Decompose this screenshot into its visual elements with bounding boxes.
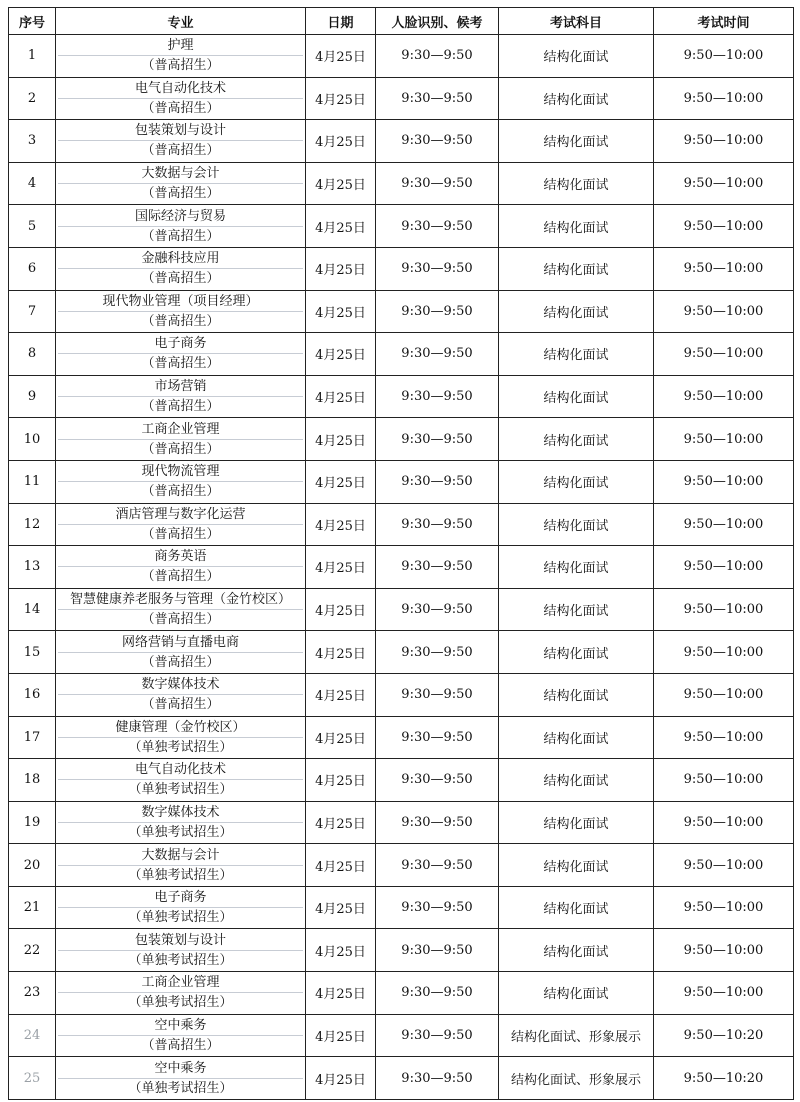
table-row xyxy=(9,972,794,1015)
major-cell xyxy=(56,333,306,376)
major-cell xyxy=(56,1057,306,1100)
date-cell: 4月25日 xyxy=(306,333,376,376)
checkin-time-cell: 9:30—9:50 xyxy=(376,886,499,929)
exam-time-cell: 9:50—10:00 xyxy=(654,929,794,972)
enrollment-track: （普高招生） xyxy=(141,1037,220,1053)
table-row xyxy=(9,801,794,844)
exam-time-cell: 9:50—10:00 xyxy=(654,247,794,290)
table-row xyxy=(9,418,794,461)
schedule-container xyxy=(8,7,793,1100)
row-number: 25 xyxy=(9,1057,56,1100)
subject-cell: 结构化面试 xyxy=(499,546,654,589)
exam-time-cell: 9:50—10:00 xyxy=(654,77,794,120)
subject-cell: 结构化面试 xyxy=(499,418,654,461)
major-name: 市场营销 xyxy=(58,376,303,397)
date-cell: 4月25日 xyxy=(306,1057,376,1100)
subject-cell: 结构化面试 xyxy=(499,120,654,163)
enrollment-track: （普高招生） xyxy=(141,271,220,287)
date-cell: 4月25日 xyxy=(306,418,376,461)
exam-time-cell: 9:50—10:00 xyxy=(654,886,794,929)
table-row xyxy=(9,460,794,503)
major-name: 电子商务 xyxy=(58,333,303,354)
header-date: 日期 xyxy=(306,8,376,35)
subject-cell: 结构化面试 xyxy=(499,460,654,503)
table-row xyxy=(9,588,794,631)
checkin-time-cell: 9:30—9:50 xyxy=(376,418,499,461)
row-number: 11 xyxy=(9,460,56,503)
major-cell xyxy=(56,205,306,248)
enrollment-track: （单独考试招生） xyxy=(128,910,233,926)
row-number: 24 xyxy=(9,1014,56,1057)
row-number: 9 xyxy=(9,375,56,418)
major-cell xyxy=(56,35,306,78)
major-cell xyxy=(56,418,306,461)
checkin-time-cell: 9:30—9:50 xyxy=(376,844,499,887)
checkin-time-cell: 9:30—9:50 xyxy=(376,503,499,546)
exam-time-cell: 9:50—10:00 xyxy=(654,588,794,631)
table-row xyxy=(9,844,794,887)
checkin-time-cell: 9:30—9:50 xyxy=(376,460,499,503)
table-row xyxy=(9,1014,794,1057)
enrollment-track: （普高招生） xyxy=(141,441,220,457)
row-number: 16 xyxy=(9,673,56,716)
major-name: 商务英语 xyxy=(58,546,303,567)
date-cell: 4月25日 xyxy=(306,162,376,205)
row-number: 4 xyxy=(9,162,56,205)
date-cell: 4月25日 xyxy=(306,631,376,674)
table-row xyxy=(9,546,794,589)
major-name: 电气自动化技术 xyxy=(58,78,303,99)
date-cell: 4月25日 xyxy=(306,588,376,631)
table-row xyxy=(9,886,794,929)
date-cell: 4月25日 xyxy=(306,546,376,589)
checkin-time-cell: 9:30—9:50 xyxy=(376,972,499,1015)
table-row xyxy=(9,759,794,802)
row-number: 10 xyxy=(9,418,56,461)
enrollment-track: （单独考试招生） xyxy=(128,1080,233,1096)
row-number: 6 xyxy=(9,247,56,290)
header-time: 考试时间 xyxy=(654,8,794,35)
major-name: 大数据与会计 xyxy=(58,163,303,184)
date-cell: 4月25日 xyxy=(306,673,376,716)
date-cell: 4月25日 xyxy=(306,77,376,120)
enrollment-track: （普高招生） xyxy=(141,100,220,116)
checkin-time-cell: 9:30—9:50 xyxy=(376,375,499,418)
subject-cell: 结构化面试 xyxy=(499,35,654,78)
exam-time-cell: 9:50—10:00 xyxy=(654,546,794,589)
date-cell: 4月25日 xyxy=(306,801,376,844)
exam-time-cell: 9:50—10:00 xyxy=(654,716,794,759)
enrollment-track: （普高招生） xyxy=(141,228,220,244)
table-row xyxy=(9,375,794,418)
checkin-time-cell: 9:30—9:50 xyxy=(376,205,499,248)
date-cell: 4月25日 xyxy=(306,503,376,546)
major-cell xyxy=(56,290,306,333)
header-subject: 考试科目 xyxy=(499,8,654,35)
subject-cell: 结构化面试 xyxy=(499,631,654,674)
row-number: 15 xyxy=(9,631,56,674)
enrollment-track: （普高招生） xyxy=(141,654,220,670)
major-name: 国际经济与贸易 xyxy=(58,206,303,227)
major-name: 数字媒体技术 xyxy=(58,674,303,695)
enrollment-track: （普高招生） xyxy=(141,186,220,202)
table-row xyxy=(9,290,794,333)
exam-time-cell: 9:50—10:00 xyxy=(654,801,794,844)
date-cell: 4月25日 xyxy=(306,759,376,802)
exam-time-cell: 9:50—10:00 xyxy=(654,972,794,1015)
checkin-time-cell: 9:30—9:50 xyxy=(376,716,499,759)
date-cell: 4月25日 xyxy=(306,844,376,887)
subject-cell: 结构化面试 xyxy=(499,716,654,759)
exam-time-cell: 9:50—10:00 xyxy=(654,503,794,546)
exam-time-cell: 9:50—10:00 xyxy=(654,460,794,503)
major-cell xyxy=(56,247,306,290)
table-row xyxy=(9,716,794,759)
exam-time-cell: 9:50—10:00 xyxy=(654,333,794,376)
date-cell: 4月25日 xyxy=(306,247,376,290)
major-cell xyxy=(56,716,306,759)
enrollment-track: （普高招生） xyxy=(141,484,220,500)
major-name: 包装策划与设计 xyxy=(58,930,303,951)
exam-time-cell: 9:50—10:00 xyxy=(654,673,794,716)
header-major: 专业 xyxy=(56,8,306,35)
date-cell: 4月25日 xyxy=(306,972,376,1015)
table-row xyxy=(9,77,794,120)
row-number: 2 xyxy=(9,77,56,120)
header-row xyxy=(9,8,794,35)
row-number: 1 xyxy=(9,35,56,78)
major-cell xyxy=(56,588,306,631)
subject-cell: 结构化面试 xyxy=(499,886,654,929)
subject-cell: 结构化面试 xyxy=(499,162,654,205)
table-row xyxy=(9,120,794,163)
row-number: 18 xyxy=(9,759,56,802)
date-cell: 4月25日 xyxy=(306,290,376,333)
enrollment-track: （普高招生） xyxy=(141,526,220,542)
date-cell: 4月25日 xyxy=(306,35,376,78)
checkin-time-cell: 9:30—9:50 xyxy=(376,35,499,78)
enrollment-track: （单独考试招生） xyxy=(128,867,233,883)
major-cell xyxy=(56,460,306,503)
table-row xyxy=(9,503,794,546)
exam-time-cell: 9:50—10:20 xyxy=(654,1057,794,1100)
exam-time-cell: 9:50—10:00 xyxy=(654,631,794,674)
major-cell xyxy=(56,801,306,844)
major-name: 数字媒体技术 xyxy=(58,802,303,823)
exam-time-cell: 9:50—10:00 xyxy=(654,418,794,461)
major-name: 大数据与会计 xyxy=(58,845,303,866)
table-row xyxy=(9,333,794,376)
checkin-time-cell: 9:30—9:50 xyxy=(376,759,499,802)
checkin-time-cell: 9:30—9:50 xyxy=(376,929,499,972)
row-number: 17 xyxy=(9,716,56,759)
exam-time-cell: 9:50—10:00 xyxy=(654,290,794,333)
major-name: 酒店管理与数字化运营 xyxy=(58,504,303,525)
exam-time-cell: 9:50—10:00 xyxy=(654,844,794,887)
enrollment-track: （普高招生） xyxy=(141,143,220,159)
enrollment-track: （单独考试招生） xyxy=(128,995,233,1011)
checkin-time-cell: 9:30—9:50 xyxy=(376,120,499,163)
major-name: 空中乘务 xyxy=(58,1058,303,1079)
exam-time-cell: 9:50—10:00 xyxy=(654,759,794,802)
row-number: 5 xyxy=(9,205,56,248)
subject-cell: 结构化面试 xyxy=(499,333,654,376)
subject-cell: 结构化面试 xyxy=(499,929,654,972)
header-no: 序号 xyxy=(9,8,56,35)
enrollment-track: （普高招生） xyxy=(141,697,220,713)
enrollment-track: （普高招生） xyxy=(141,313,220,329)
table-row xyxy=(9,247,794,290)
checkin-time-cell: 9:30—9:50 xyxy=(376,333,499,376)
major-name: 空中乘务 xyxy=(58,1015,303,1036)
major-cell xyxy=(56,631,306,674)
date-cell: 4月25日 xyxy=(306,120,376,163)
exam-time-cell: 9:50—10:00 xyxy=(654,375,794,418)
row-number: 3 xyxy=(9,120,56,163)
exam-time-cell: 9:50—10:00 xyxy=(654,120,794,163)
subject-cell: 结构化面试 xyxy=(499,801,654,844)
major-name: 工商企业管理 xyxy=(58,972,303,993)
date-cell: 4月25日 xyxy=(306,375,376,418)
checkin-time-cell: 9:30—9:50 xyxy=(376,77,499,120)
checkin-time-cell: 9:30—9:50 xyxy=(376,673,499,716)
subject-cell: 结构化面试 xyxy=(499,673,654,716)
table-row xyxy=(9,162,794,205)
row-number: 20 xyxy=(9,844,56,887)
subject-cell: 结构化面试 xyxy=(499,290,654,333)
major-name: 金融科技应用 xyxy=(58,248,303,269)
major-cell xyxy=(56,844,306,887)
date-cell: 4月25日 xyxy=(306,205,376,248)
major-name: 智慧健康养老服务与管理（金竹校区） xyxy=(58,589,303,610)
row-number: 19 xyxy=(9,801,56,844)
major-cell xyxy=(56,886,306,929)
major-name: 现代物业管理（项目经理） xyxy=(58,291,303,312)
table-row xyxy=(9,631,794,674)
major-cell xyxy=(56,77,306,120)
major-cell xyxy=(56,972,306,1015)
enrollment-track: （普高招生） xyxy=(141,399,220,415)
subject-cell: 结构化面试 xyxy=(499,247,654,290)
subject-cell: 结构化面试 xyxy=(499,503,654,546)
exam-time-cell: 9:50—10:00 xyxy=(654,162,794,205)
major-name: 电气自动化技术 xyxy=(58,759,303,780)
enrollment-track: （普高招生） xyxy=(141,356,220,372)
major-cell xyxy=(56,375,306,418)
header-checkin: 人脸识别、候考 xyxy=(376,8,499,35)
date-cell: 4月25日 xyxy=(306,886,376,929)
enrollment-track: （单独考试招生） xyxy=(128,824,233,840)
checkin-time-cell: 9:30—9:50 xyxy=(376,290,499,333)
major-cell xyxy=(56,929,306,972)
exam-schedule-table xyxy=(8,7,794,1100)
checkin-time-cell: 9:30—9:50 xyxy=(376,546,499,589)
row-number: 7 xyxy=(9,290,56,333)
row-number: 21 xyxy=(9,886,56,929)
major-cell xyxy=(56,759,306,802)
major-name: 健康管理（金竹校区） xyxy=(58,717,303,738)
subject-cell: 结构化面试 xyxy=(499,844,654,887)
table-row xyxy=(9,929,794,972)
checkin-time-cell: 9:30—9:50 xyxy=(376,588,499,631)
major-name: 电子商务 xyxy=(58,887,303,908)
major-name: 现代物流管理 xyxy=(58,461,303,482)
table-row xyxy=(9,35,794,78)
subject-cell: 结构化面试、形象展示 xyxy=(499,1014,654,1057)
checkin-time-cell: 9:30—9:50 xyxy=(376,631,499,674)
subject-cell: 结构化面试、形象展示 xyxy=(499,1057,654,1100)
table-row xyxy=(9,673,794,716)
enrollment-track: （单独考试招生） xyxy=(128,782,233,798)
table-row xyxy=(9,1057,794,1100)
major-cell xyxy=(56,673,306,716)
checkin-time-cell: 9:30—9:50 xyxy=(376,247,499,290)
major-name: 护理 xyxy=(58,35,303,56)
subject-cell: 结构化面试 xyxy=(499,77,654,120)
checkin-time-cell: 9:30—9:50 xyxy=(376,801,499,844)
enrollment-track: （普高招生） xyxy=(141,612,220,628)
major-name: 网络营销与直播电商 xyxy=(58,632,303,653)
subject-cell: 结构化面试 xyxy=(499,759,654,802)
row-number: 14 xyxy=(9,588,56,631)
exam-time-cell: 9:50—10:00 xyxy=(654,205,794,248)
subject-cell: 结构化面试 xyxy=(499,588,654,631)
enrollment-track: （单独考试招生） xyxy=(128,739,233,755)
subject-cell: 结构化面试 xyxy=(499,205,654,248)
major-cell xyxy=(56,1014,306,1057)
date-cell: 4月25日 xyxy=(306,1014,376,1057)
row-number: 8 xyxy=(9,333,56,376)
row-number: 23 xyxy=(9,972,56,1015)
checkin-time-cell: 9:30—9:50 xyxy=(376,162,499,205)
date-cell: 4月25日 xyxy=(306,929,376,972)
enrollment-track: （普高招生） xyxy=(141,569,220,585)
major-name: 包装策划与设计 xyxy=(58,120,303,141)
row-number: 22 xyxy=(9,929,56,972)
table-row xyxy=(9,205,794,248)
row-number: 13 xyxy=(9,546,56,589)
major-cell xyxy=(56,120,306,163)
major-cell xyxy=(56,503,306,546)
checkin-time-cell: 9:30—9:50 xyxy=(376,1014,499,1057)
enrollment-track: （单独考试招生） xyxy=(128,952,233,968)
exam-time-cell: 9:50—10:00 xyxy=(654,35,794,78)
major-cell xyxy=(56,162,306,205)
major-name: 工商企业管理 xyxy=(58,419,303,440)
major-cell xyxy=(56,546,306,589)
row-number: 12 xyxy=(9,503,56,546)
subject-cell: 结构化面试 xyxy=(499,375,654,418)
exam-time-cell: 9:50—10:20 xyxy=(654,1014,794,1057)
date-cell: 4月25日 xyxy=(306,716,376,759)
subject-cell: 结构化面试 xyxy=(499,972,654,1015)
checkin-time-cell: 9:30—9:50 xyxy=(376,1057,499,1100)
date-cell: 4月25日 xyxy=(306,460,376,503)
enrollment-track: （普高招生） xyxy=(141,58,220,74)
